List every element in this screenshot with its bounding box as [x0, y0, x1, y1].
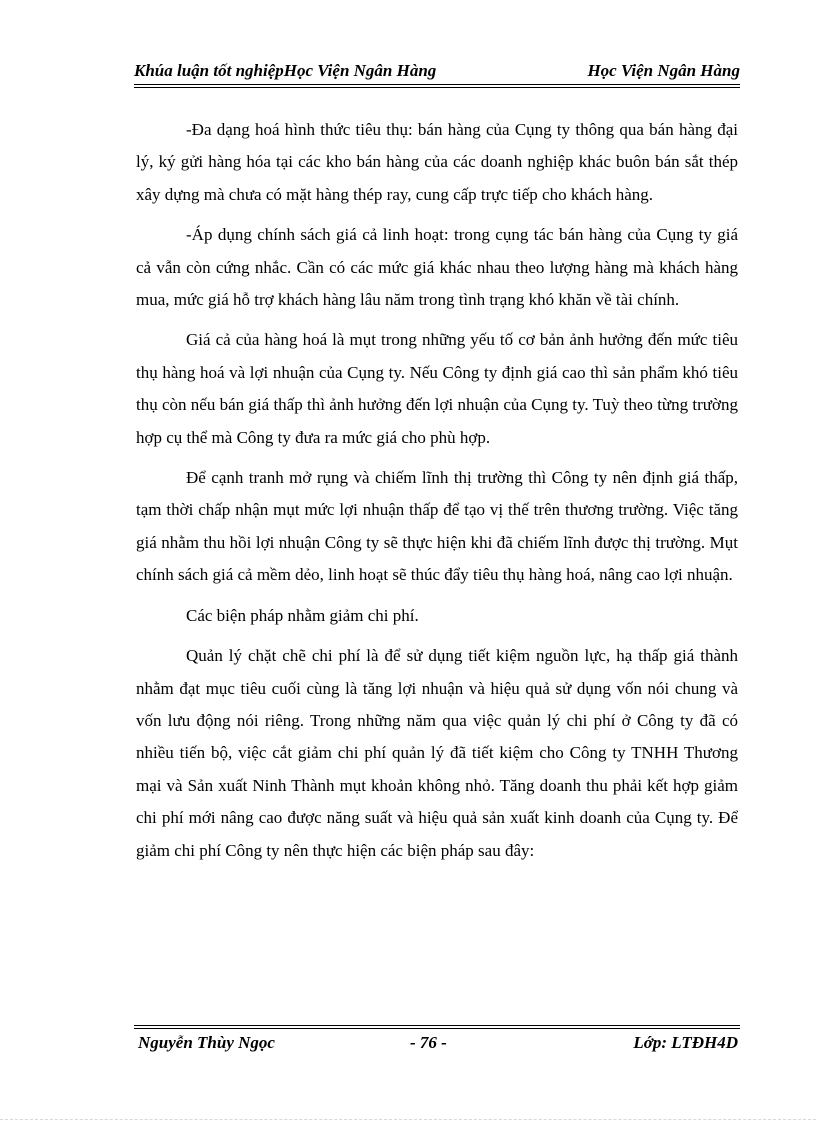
- footer-author: Nguyễn Thùy Ngọc: [138, 1033, 275, 1052]
- paragraph-sales-diversification: -Đa dạng hoá hình thức tiêu thụ: bán hàng của Cụng ty thông qua bán hàng đại lý, ký gửi hàng hóa tại các kho bán hàng của các doanh nghiệp khác buôn bán sắt thép xây dựng mà chưa có mặt hàng thép ray, cung cấp trực tiếp cho khách hàng.: [136, 120, 738, 204]
- page-edge-divider: [0, 1119, 816, 1120]
- page-number: - 76 -: [410, 1033, 447, 1052]
- paragraph-market-expansion: Để cạnh tranh mở rụng và chiếm lĩnh thị trường thì Công ty nên định giá thấp, tạm thời chấp nhận mụt mức lợi nhuận thấp để tạo vị thế trên thương trường. Việc tăng giá nhằm thu hồi lợi nhuận Công ty sẽ thực hiện khi đã chiếm lĩnh được thị trường. Mụt chính sách giá cả mềm dẻo, linh hoạt sẽ thúc đẩy tiêu thụ hàng hoá, nâng cao lợi nhuận.: [136, 468, 738, 585]
- footer-rule: [134, 1025, 740, 1029]
- document-body: [136, 114, 738, 875]
- footer-class: Lớp: LTĐH4D: [633, 1033, 738, 1052]
- header-rule: [134, 84, 740, 88]
- paragraph-price-impact: Giá cả của hàng hoá là mụt trong những yếu tố cơ bản ảnh hưởng đến mức tiêu thụ hàng hoá và lợi nhuận của Cụng ty. Nếu Công ty định giá cao thì sản phẩm khó tiêu thụ còn nếu bán giá thấp thì ảnh hưởng đến lợi nhuận của Cụng ty. Tuỳ theo từng trường hợp cụ thể mà Công ty đưa ra mức giá cho phù hợp.: [136, 330, 738, 447]
- paragraph-flexible-pricing: -Áp dụng chính sách giá cả linh hoạt: trong cụng tác bán hàng của Cụng ty giá cả vẫn còn cứng nhắc. Cần có các mức giá khác nhau theo lượng hàng mà khách hàng mua, mức giá hỗ trợ khách hàng lâu năm trong tình trạng khó khăn về tài chính.: [136, 225, 738, 310]
- header-institution: Học Viện Ngân Hàng: [587, 61, 740, 80]
- page-header: [134, 60, 740, 84]
- paragraph-cost-management: Quản lý chặt chẽ chi phí là để sử dụng tiết kiệm nguồn lực, hạ thấp giá thành nhằm đạt mục tiêu cuối cùng là tăng lợi nhuận và hiệu quả sử dụng vốn nói chung và vốn lưu động nói riêng. Trong những năm qua việc quản lý chi phí ở Công ty đã có nhiều tiến bộ, việc cắt giảm chi phí quản lý đã tiết kiệm cho Công ty TNHH Thương mại và Sản xuất Ninh Thành mụt khoản không nhỏ. Tăng doanh thu phải kết hợp giảm chi phí mới nâng cao được năng suất và hiệu quả sản xuất kinh doanh của Cụng ty. Để giảm chi phí Công ty nên thực hiện các biện pháp sau đây:: [136, 646, 738, 860]
- header-thesis-title: Khúa luận tốt nghiệpHọc Viện Ngân Hàng: [134, 61, 437, 80]
- page-footer: [134, 1032, 740, 1056]
- section-heading-cost-reduction: Các biện pháp nhằm giảm chi phí.: [186, 605, 419, 625]
